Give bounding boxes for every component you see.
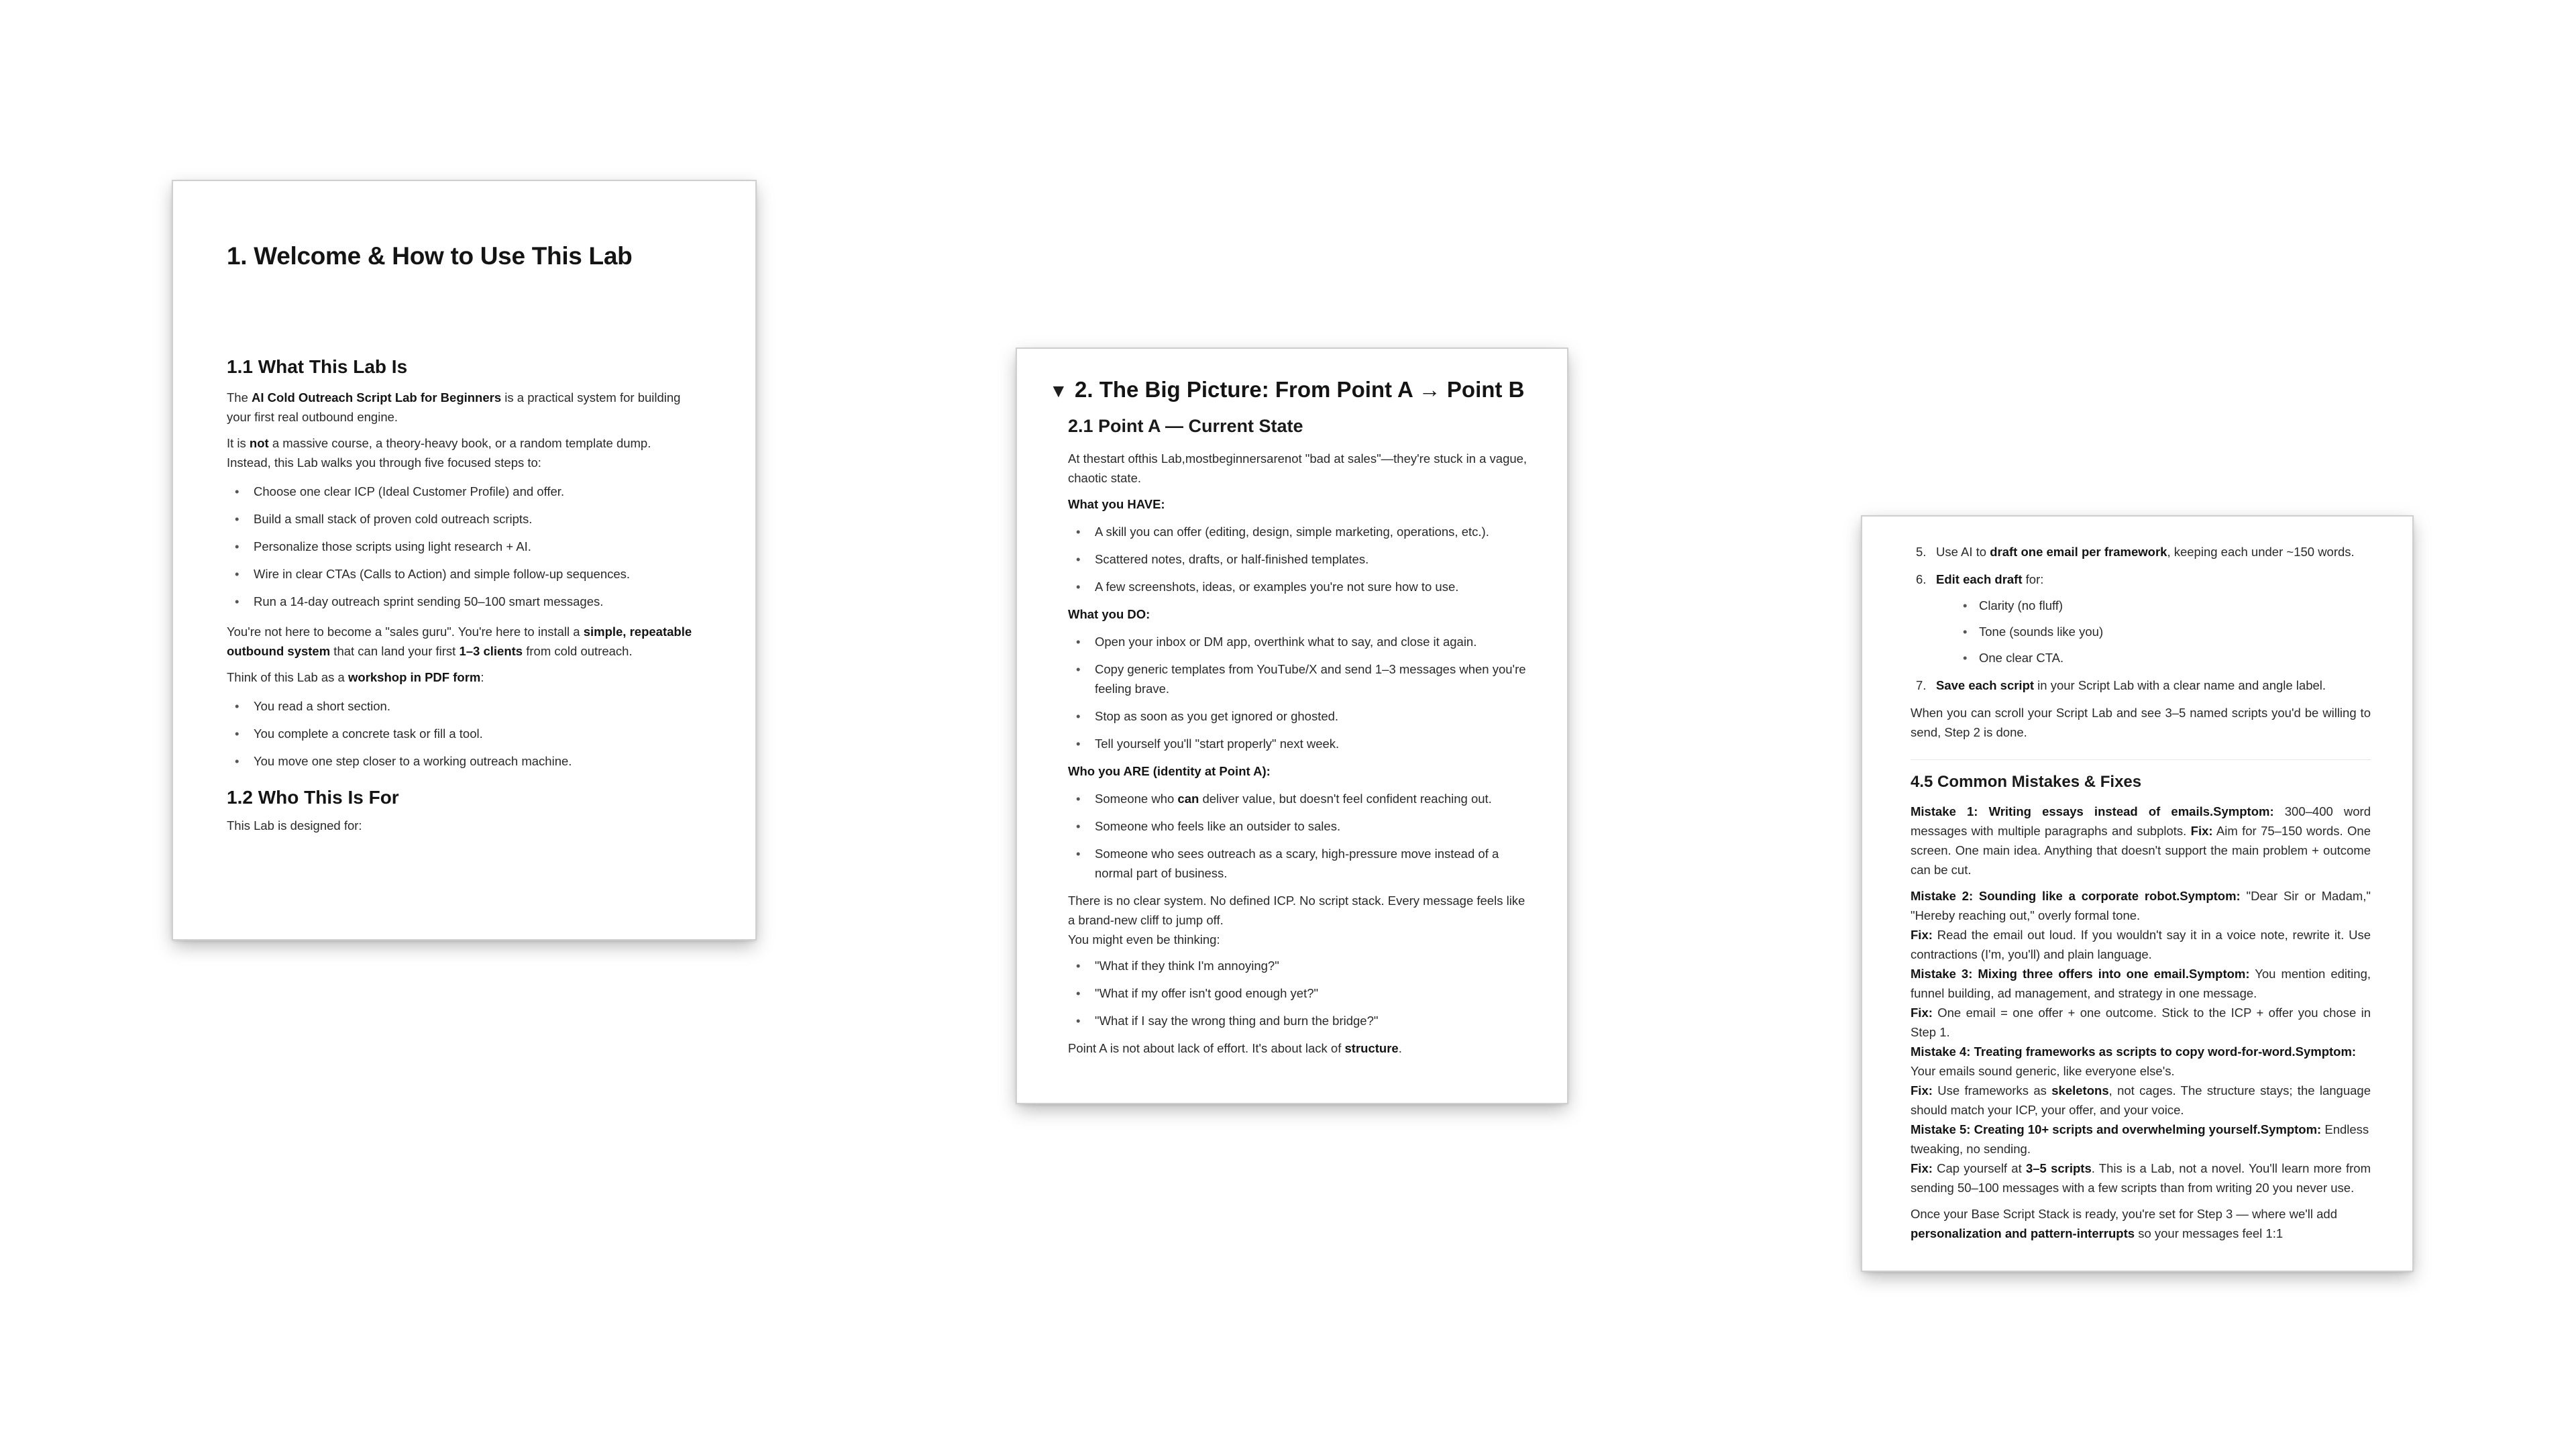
list-item: • Clarity (no fluff) bbox=[1960, 596, 2371, 615]
list-item: • You complete a concrete task or fill a tool. bbox=[227, 724, 702, 743]
section-body bbox=[1068, 449, 1535, 1058]
list-item: • Stop as soon as you get ignored or ghosted. bbox=[1068, 706, 1535, 726]
section-heading: 1.1 What This Lab Is bbox=[227, 356, 408, 378]
list-item: • You read a short section. bbox=[227, 696, 702, 716]
section-heading: 2.1 Point A — Current State bbox=[1068, 416, 1303, 437]
paragraph: There is no clear system. No defined ICP. No script stack. Every message feels like a brand-new cliff to jump off. bbox=[1068, 894, 1525, 927]
page-title: 2. The Big Picture: From Point A → Point B bbox=[1075, 377, 1525, 402]
paragraph: Once your Base Script Stack is ready, you're set for Step 3 — where we'll add personalization and pattern-interrupts so your messages feel 1:1 bbox=[1911, 1207, 2338, 1240]
list-item: 6. Edit each draft for: • Clarity (no fluff) • Tone (sounds like you) • One clear CTA. bbox=[1916, 570, 2371, 667]
paragraph: Think of this Lab as a workshop in PDF form: bbox=[227, 670, 484, 685]
toggle-heading[interactable] bbox=[1049, 376, 1535, 403]
list-item: • "What if my offer isn't good enough yet?" bbox=[1068, 983, 1535, 1003]
list-item: • Someone who sees outreach as a scary, high-pressure move instead of a normal part of business. bbox=[1068, 844, 1535, 883]
list-item: • Scattered notes, drafts, or half-finished templates. bbox=[1068, 549, 1535, 569]
mistake-3-fix: Fix: One email = one offer + one outcome. Stick to the ICP + offer you chose in Step 1. bbox=[1911, 1006, 2371, 1039]
list-item: • A skill you can offer (editing, design, simple marketing, operations, etc.). bbox=[1068, 522, 1535, 541]
edit-checklist bbox=[1960, 596, 2371, 667]
label: What you HAVE: bbox=[1068, 497, 1165, 511]
list-item: • A few screenshots, ideas, or examples you're not sure how to use. bbox=[1068, 577, 1535, 596]
paragraph: You might even be thinking: bbox=[1068, 932, 1220, 947]
paragraph: It is not a massive course, a theory-heavy book, or a random template dump. bbox=[227, 436, 651, 451]
mistake-4: Mistake 4: Treating frameworks as scripts to copy word-for-word.Symptom: Your emails sound generic, like everyone else's. bbox=[1911, 1044, 2357, 1078]
list-item: • "What if I say the wrong thing and burn the bridge?" bbox=[1068, 1011, 1535, 1030]
list-item: • Personalize those scripts using light research + AI. bbox=[227, 537, 702, 556]
list-item: • Build a small stack of proven cold outreach scripts. bbox=[227, 509, 702, 529]
thoughts-list bbox=[1068, 956, 1535, 1030]
mistake-5-fix: Fix: Cap yourself at 3–5 scripts. This is a Lab, not a novel. You'll learn more from sending 50–100 messages with a few scripts than from writing 20 you never use. bbox=[1911, 1161, 2371, 1195]
list-item: • "What if they think I'm annoying?" bbox=[1068, 956, 1535, 975]
list-item: • Someone who can deliver value, but doesn't feel confident reaching out. bbox=[1068, 789, 1535, 808]
list-item: • Tone (sounds like you) bbox=[1960, 622, 2371, 641]
list-item: • One clear CTA. bbox=[1960, 648, 2371, 667]
have-list bbox=[1068, 522, 1535, 596]
mistake-5: Mistake 5: Creating 10+ scripts and overwhelming yourself.Symptom: Endless tweaking, no sending. bbox=[1911, 1122, 2369, 1156]
label: What you DO: bbox=[1068, 607, 1150, 621]
section-heading: 4.5 Common Mistakes & Fixes bbox=[1911, 773, 2142, 791]
list-item: • Wire in clear CTAs (Calls to Action) and simple follow-up sequences. bbox=[227, 564, 702, 584]
divider bbox=[1911, 759, 2371, 760]
list-item: • Copy generic templates from YouTube/X and send 1–3 messages when you're feeling brave. bbox=[1068, 659, 1535, 698]
list-item: • Someone who feels like an outsider to sales. bbox=[1068, 816, 1535, 836]
mistake-2: Mistake 2: Sounding like a corporate robot.Symptom: "Dear Sir or Madam," "Hereby reaching out," overly formal tone. bbox=[1911, 889, 2371, 922]
list-item: • Open your inbox or DM app, overthink what to say, and close it again. bbox=[1068, 632, 1535, 651]
list-item: • Tell yourself you'll "start properly" next week. bbox=[1068, 734, 1535, 753]
mistake-4-fix: Fix: Use frameworks as skeletons, not cages. The structure stays; the language should match your ICP, your offer, and your voice. bbox=[1911, 1083, 2371, 1117]
toggle-triangle-icon[interactable]: ▼ bbox=[1049, 380, 1068, 401]
mistake-3: Mistake 3: Mixing three offers into one email.Symptom: You mention editing, funnel building, ad management, and strategy in one message. bbox=[1911, 967, 2371, 1000]
mistake-2-fix: Fix: Read the email out loud. If you wouldn't say it in a voice note, rewrite it. Use contractions (I'm, you'll) and plain language. bbox=[1911, 928, 2371, 961]
list-item: • Run a 14-day outreach sprint sending 50–100 smart messages. bbox=[227, 592, 702, 611]
mistake-1: Mistake 1: Writing essays instead of emails.Symptom: 300–400 word messages with multiple paragraphs and subplots. Fix: Aim for 75–150 words. One screen. One main idea. Anything that doesn't support the main problem + outcome can be cut. bbox=[1911, 804, 2371, 877]
document-page-1 bbox=[173, 181, 755, 939]
list-item: • Choose one clear ICP (Ideal Customer Profile) and offer. bbox=[227, 482, 702, 501]
document-page-3 bbox=[1862, 517, 2412, 1271]
section-heading: 1.2 Who This Is For bbox=[227, 787, 399, 808]
steps-list bbox=[227, 482, 702, 611]
list-item: • You move one step closer to a working outreach machine. bbox=[227, 751, 702, 771]
paragraph: You're not here to become a "sales guru". You're here to install a simple, repeatable outbound system that can land your first 1–3 clients from cold outreach. bbox=[227, 625, 692, 659]
list-item: 5. Use AI to draft one email per framework, keeping each under ~150 words. bbox=[1916, 545, 2355, 559]
paragraph: When you can scroll your Script Lab and see 3–5 named scripts you'd be willing to send, Step 2 is done. bbox=[1911, 706, 2371, 739]
paragraph: The AI Cold Outreach Script Lab for Beginners is a practical system for building your first real outbound engine. bbox=[227, 390, 681, 425]
document-page-2 bbox=[1017, 349, 1567, 1103]
steps-numbered-list bbox=[1916, 542, 2371, 695]
identity-list bbox=[1068, 789, 1535, 883]
paragraph: At thestart ofthis Lab,mostbeginnersarenot "bad at sales"—they're stuck in a vague, chaotic state. bbox=[1068, 451, 1527, 485]
list-item: 7. Save each script in your Script Lab with a clear name and angle label. bbox=[1916, 678, 2326, 692]
label: Who you ARE (identity at Point A): bbox=[1068, 764, 1271, 778]
do-list bbox=[1068, 632, 1535, 753]
page-title: 1. Welcome & How to Use This Lab bbox=[227, 242, 633, 270]
paragraph: Instead, this Lab walks you through five focused steps to: bbox=[227, 455, 541, 470]
paragraph: This Lab is designed for: bbox=[227, 818, 362, 833]
paragraph: Point A is not about lack of effort. It's about lack of structure. bbox=[1068, 1041, 1402, 1055]
workshop-list bbox=[227, 696, 702, 771]
